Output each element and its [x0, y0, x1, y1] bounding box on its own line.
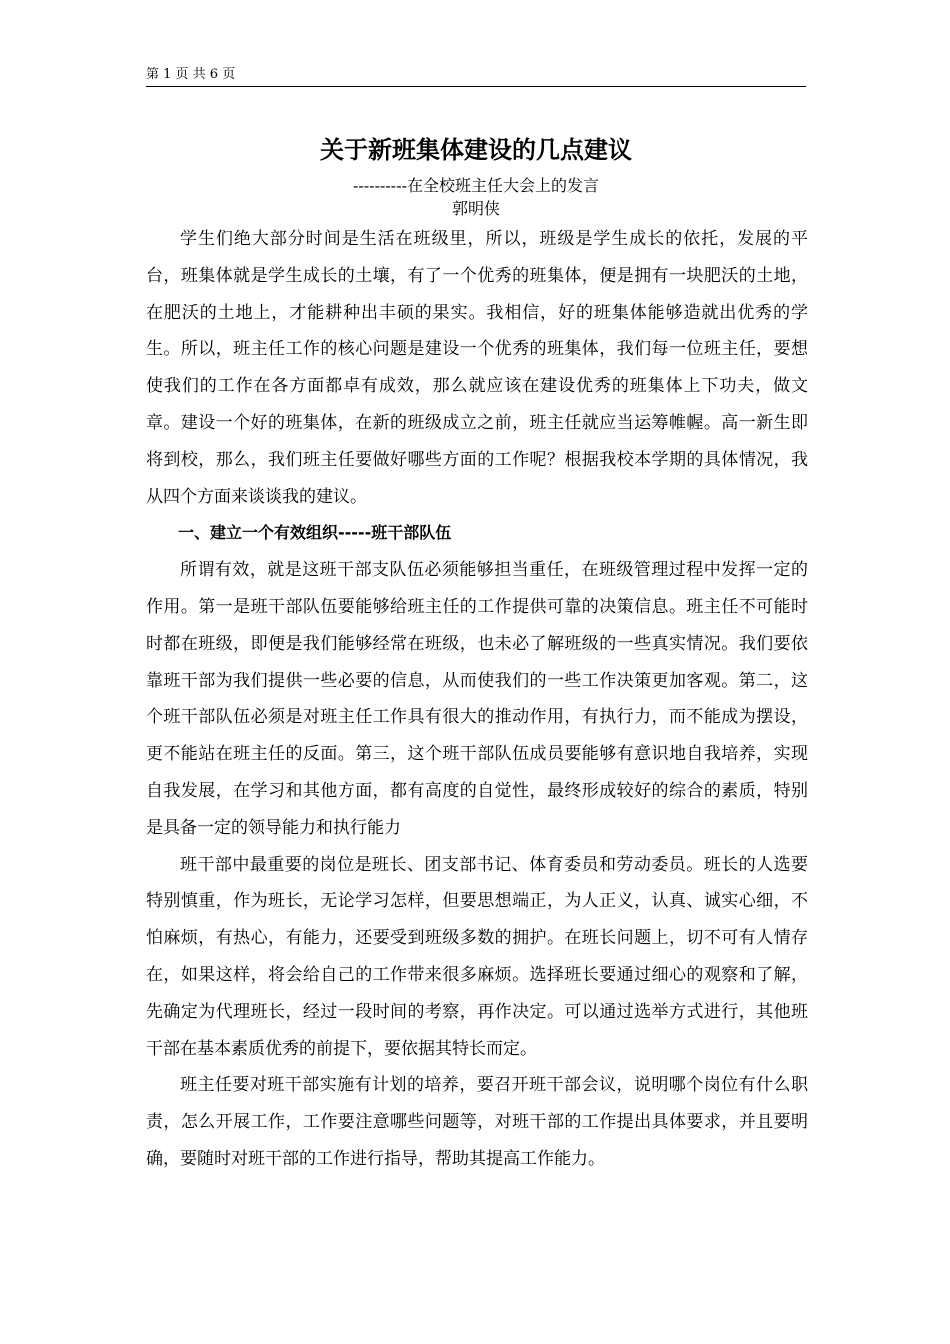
paragraph-training: 班主任要对班干部实施有计划的培养，要召开班干部会议，说明哪个岗位有什么职责，怎么开展工作，工作要注意哪些问题等，对班干部的工作提出具体要求，并且要明确，要随时对班干部的工作进行指导，帮助其提高工作能力。 [146, 1075, 808, 1169]
paragraph-key-positions: 班干部中最重要的岗位是班长、团支部书记、体育委员和劳动委员。班长的人选要特别慎重，作为班长，无论学习怎样，但要思想端正，为人正义，认真、诚实心细，不怕麻烦，有热心，有能力，还要受到班级多数的拥护。在班长问题上，切不可有人情存在，如果这样，将会给自己的工作带来很多麻烦。选择班长要通过细心的观察和了解，先确定为代理班长，经过一段时间的考察，再作决定。可以通过选举方式进行，其他班干部在基本素质优秀的前提下，要依据其特长而定。 [146, 854, 808, 1059]
page-header [146, 66, 806, 87]
page-number-info: 第 1 页 共 6 页 [146, 67, 236, 82]
paragraph-intro: 学生们绝大部分时间是生活在班级里，所以，班级是学生成长的依托，发展的平台，班集体就是学生成长的土壤，有了一个优秀的班集体，便是拥有一块肥沃的土地，在肥沃的土地上，才能耕种出丰硕的果实。我相信，好的班集体能够造就出优秀的学生。所以，班主任工作的核心问题是建设一个优秀的班集体，我们每一位班主任，要想使我们的工作在各方面都卓有成效，那么就应该在建设优秀的班集体上下功夫，做文章。建设一个好的班集体，在新的班级成立之前，班主任就应当运筹帷幄。高一新生即将到校，那么，我们班主任要做好哪些方面的工作呢？根据我校本学期的具体情况，我从四个方面来谈谈我的建议。 [146, 229, 808, 507]
section-heading-1: 一、建立一个有效组织-----班干部队伍 [178, 523, 452, 543]
paragraph-effective-team: 所谓有效，就是这班干部支队伍必须能够担当重任，在班级管理过程中发挥一定的作用。第一是班干部队伍要能够给班主任的工作提供可靠的决策信息。班主任不可能时时都在班级，即便是我们能够经常在班级，也未必了解班级的一些真实情况。我们要依靠班干部为我们提供一些必要的信息，从而使我们的一些工作决策更加客观。第二，这个班干部队伍必须是对班主任工作具有很大的推动作用，有执行力，而不能成为摆设，更不能站在班主任的反面。第三，这个班干部队伍成员要能够有意识地自我培养，实现自我发展，在学习和其他方面，都有高度的自觉性，最终形成较好的综合的素质，特别是具备一定的领导能力和执行能力 [146, 560, 808, 838]
document-subtitle: ----------在全校班主任大会上的发言 [352, 176, 600, 195]
document-body [146, 221, 808, 1178]
document-title: 关于新班集体建设的几点建议 [320, 136, 632, 164]
document-author: 郭明侠 [451, 199, 500, 218]
